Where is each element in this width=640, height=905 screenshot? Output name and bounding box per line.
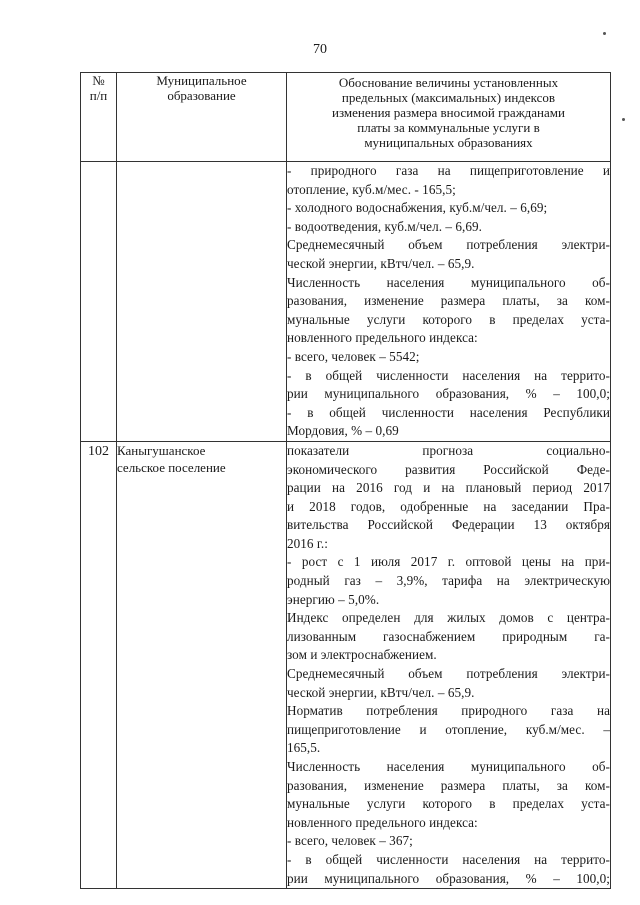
justification-line: Численность населения муниципального об- [287,274,610,290]
justification-line: - рост с 1 июля 2017 г. оптовой цены на при- [287,554,610,570]
header-number-line: № [92,73,105,88]
justification-line: разования, изменение размера платы, за ком- [287,293,610,309]
justification-line: пищеприготовление и отопление, куб.м/мес. – [287,721,610,737]
justification-line: новленного предельного индекса: [287,814,478,830]
scan-speck [622,118,625,121]
justification-line: - природного газа на пищеприготовление и [287,163,610,178]
justification-line: вительства Российской Федерации 13 октября [287,517,610,533]
row-justification [287,162,611,442]
header-municipality-line: образование [167,88,236,103]
row-number [81,162,117,442]
page-number: 70 [313,42,327,57]
justification-line: - в общей численности населения на террито- [287,367,610,383]
justification-line: Среднемесячный объем потребления электри- [287,666,610,682]
row-municipality [117,162,287,442]
justification-line: ческой энергии, кВтч/чел. – 65,9. [287,684,475,700]
table-row [81,441,611,888]
indices-table [80,72,611,889]
justification-line: экономического развития Российской Феде- [287,461,610,477]
header-number [81,73,117,162]
justification-line: 165,5. [287,740,321,756]
justification-line: - всего, человек – 367; [287,833,413,849]
header-justification-line: Обоснование величины установленных [338,75,559,90]
table-row [81,162,611,442]
header-municipality-line: Муниципальное [156,73,247,88]
justification-line: - в общей численности населения на террито- [287,851,610,867]
justification-line: и 2018 годов, одобренные на заседании Пра- [287,498,610,514]
justification-line: мунальные услуги которого в пределах уста- [287,311,610,327]
row-justification [287,441,611,888]
row-number: 102 [81,441,117,888]
header-justification-line: муниципальных образованиях [364,135,533,150]
justification-line: новленного предельного индекса: [287,330,478,346]
municipality-name-line: Каныгушанское [117,442,206,458]
justification-line: Среднемесячный объем потребления электри- [287,237,610,253]
justification-line: 2016 г.: [287,535,328,551]
justification-line: - холодного водоснабжения, куб.м/чел. – 6,69; [287,200,548,216]
header-justification-line: изменения размера вносимой гражданами [332,105,565,120]
justification-line: показатели прогноза социально- [287,442,610,458]
justification-line: отопление, куб.м/мес. - 165,5; [287,181,456,197]
justification-line: мунальные услуги которого в пределах уста- [287,796,610,812]
justification-line: Индекс определен для жилых домов с центра- [287,610,610,626]
justification-line: - всего, человек – 5542; [287,348,420,364]
justification-line: - в общей численности населения Республики [287,404,610,420]
header-justification-line: предельных (максимальных) индексов [341,90,556,105]
header-justification-line: платы за коммунальные услуги в [357,120,540,135]
justification-line: рии муниципального образования, % – 100,0; [287,386,610,402]
row-municipality [117,441,287,888]
justification-line: разования, изменение размера платы, за ком- [287,777,610,793]
header-number-line: п/п [89,88,108,103]
municipality-name-line: сельское поселение [117,459,226,475]
header-municipality [117,73,287,162]
scan-speck [603,32,606,35]
justification-line: рии муниципального образования, % – 100,0; [287,870,610,886]
justification-line: Норматив потребления природного газа на [287,703,610,719]
justification-line: родный газ – 3,9%, тарифа на электрическую [287,573,610,589]
header-justification [287,73,611,162]
justification-line: Численность населения муниципального об- [287,759,610,774]
justification-line: энергию – 5,0%. [287,591,380,607]
justification-line: лизованным газоснабжением природным га- [287,628,610,644]
justification-line: ческой энергии, кВтч/чел. – 65,9. [287,255,475,271]
table-header-row [81,73,611,162]
justification-line: - водоотведения, куб.м/чел. – 6,69. [287,218,483,234]
justification-line: зом и электроснабжением. [287,647,437,663]
justification-line: рации на 2016 год и на плановый период 2017 [287,480,610,496]
justification-line: Мордовия, % – 0,69 [287,423,399,439]
